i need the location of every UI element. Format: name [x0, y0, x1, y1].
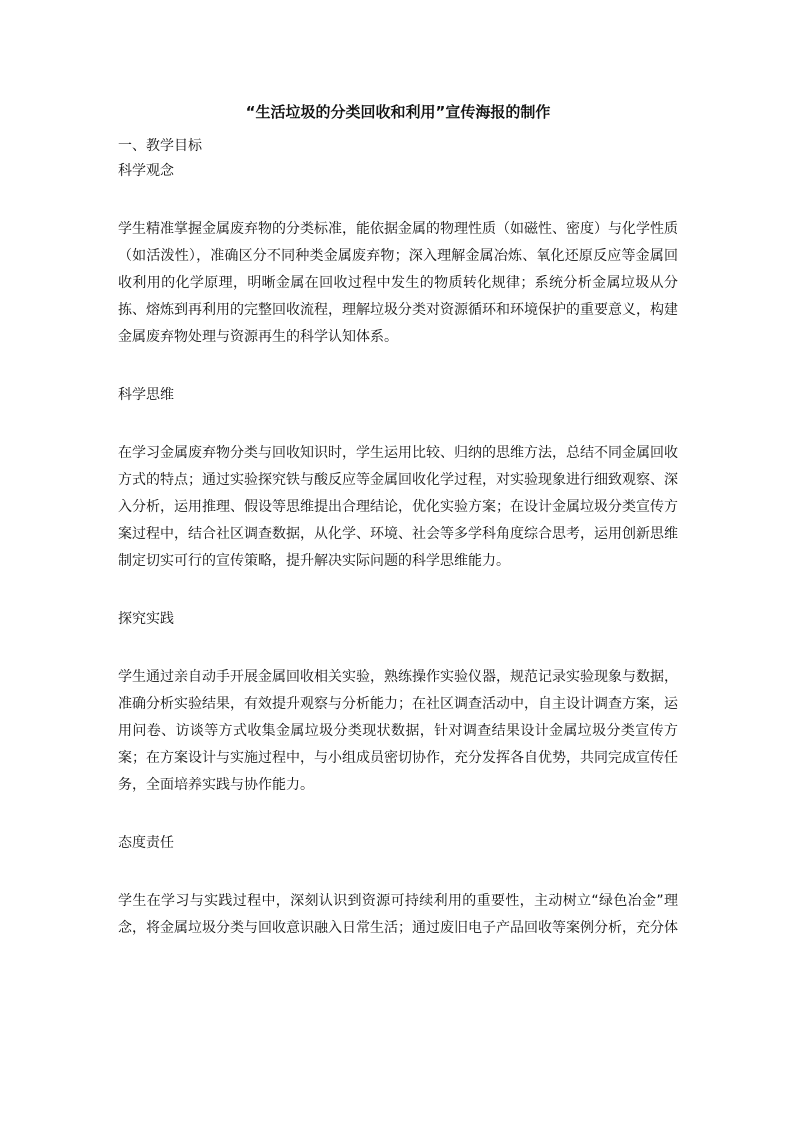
section-inquiry-practice: [118, 607, 678, 799]
section-label-science-thinking: 科学思维: [118, 387, 174, 403]
section-text-science-thinking: 在学习金属废弃物分类与回收知识时，学生运用比较、归纳的思维方法，总结不同金属回收方式的特点；通过实验探究铁与酸反应等金属回收化学过程，对实验现象进行细致观察、深入分析，运用推理、假设等思维提出合理结论，优化实验方案；在设计金属垃圾分类宣传方案过程中，结合社区调查数据，从化学、环境、社会等多学科角度综合思考，运用创新思维制定切实可行的宣传策略，提升解决实际问题的科学思维能力。: [118, 445, 678, 569]
section-spacer: [118, 184, 678, 216]
section-spacer: [118, 408, 678, 440]
section-label-attitude-responsibility: 态度责任: [118, 835, 174, 851]
section-spacer: [118, 575, 678, 607]
section-spacer: [118, 351, 678, 383]
section-spacer: [118, 632, 678, 664]
section-heading-objectives: 一、教学目标: [118, 138, 202, 154]
section-text-attitude-responsibility: 学生在学习与实践过程中，深刻认识到资源可持续利用的重要性，主动树立“绿色冶金”理念，将金属垃圾分类与回收意识融入日常生活；通过废旧电子产品回收等案例分析，充分体: [118, 893, 678, 936]
document-title: “生活垃圾的分类回收和利用”宣传海报的制作: [245, 103, 551, 121]
section-science-thinking: [118, 383, 678, 575]
document-content: [118, 100, 678, 942]
section-spacer: [118, 799, 678, 831]
section-text-science-concepts: 学生精准掌握金属废弃物的分类标准，能依据金属的物理性质（如磁性、密度）与化学性质（如活泼性），准确区分不同种类金属废弃物；深入理解金属冶炼、氧化还原反应等金属回收利用的化学原理，明晰金属在回收过程中发生的物质转化规律；系统分析金属垃圾从分拣、熔炼到再利用的完整回收流程，理解垃圾分类对资源循环和环境保护的重要意义，构建金属废弃物处理与资源再生的科学认知体系。: [118, 221, 678, 345]
section-label-inquiry-practice: 探究实践: [118, 611, 174, 627]
section-science-concepts: [118, 159, 678, 351]
section-spacer: [118, 856, 678, 888]
section-label-science-concepts: 科学观念: [118, 163, 174, 179]
section-attitude-responsibility: [118, 831, 678, 942]
section-text-inquiry-practice: 学生通过亲自动手开展金属回收相关实验，熟练操作实验仪器，规范记录实验现象与数据，准确分析实验结果，有效提升观察与分析能力；在社区调查活动中，自主设计调查方案，运用问卷、访谈等方式收集金属垃圾分类现状数据，针对调查结果设计金属垃圾分类宣传方案；在方案设计与实施过程中，与小组成员密切协作，充分发挥各自优势，共同完成宣传任务，全面培养实践与协作能力。: [118, 669, 678, 793]
